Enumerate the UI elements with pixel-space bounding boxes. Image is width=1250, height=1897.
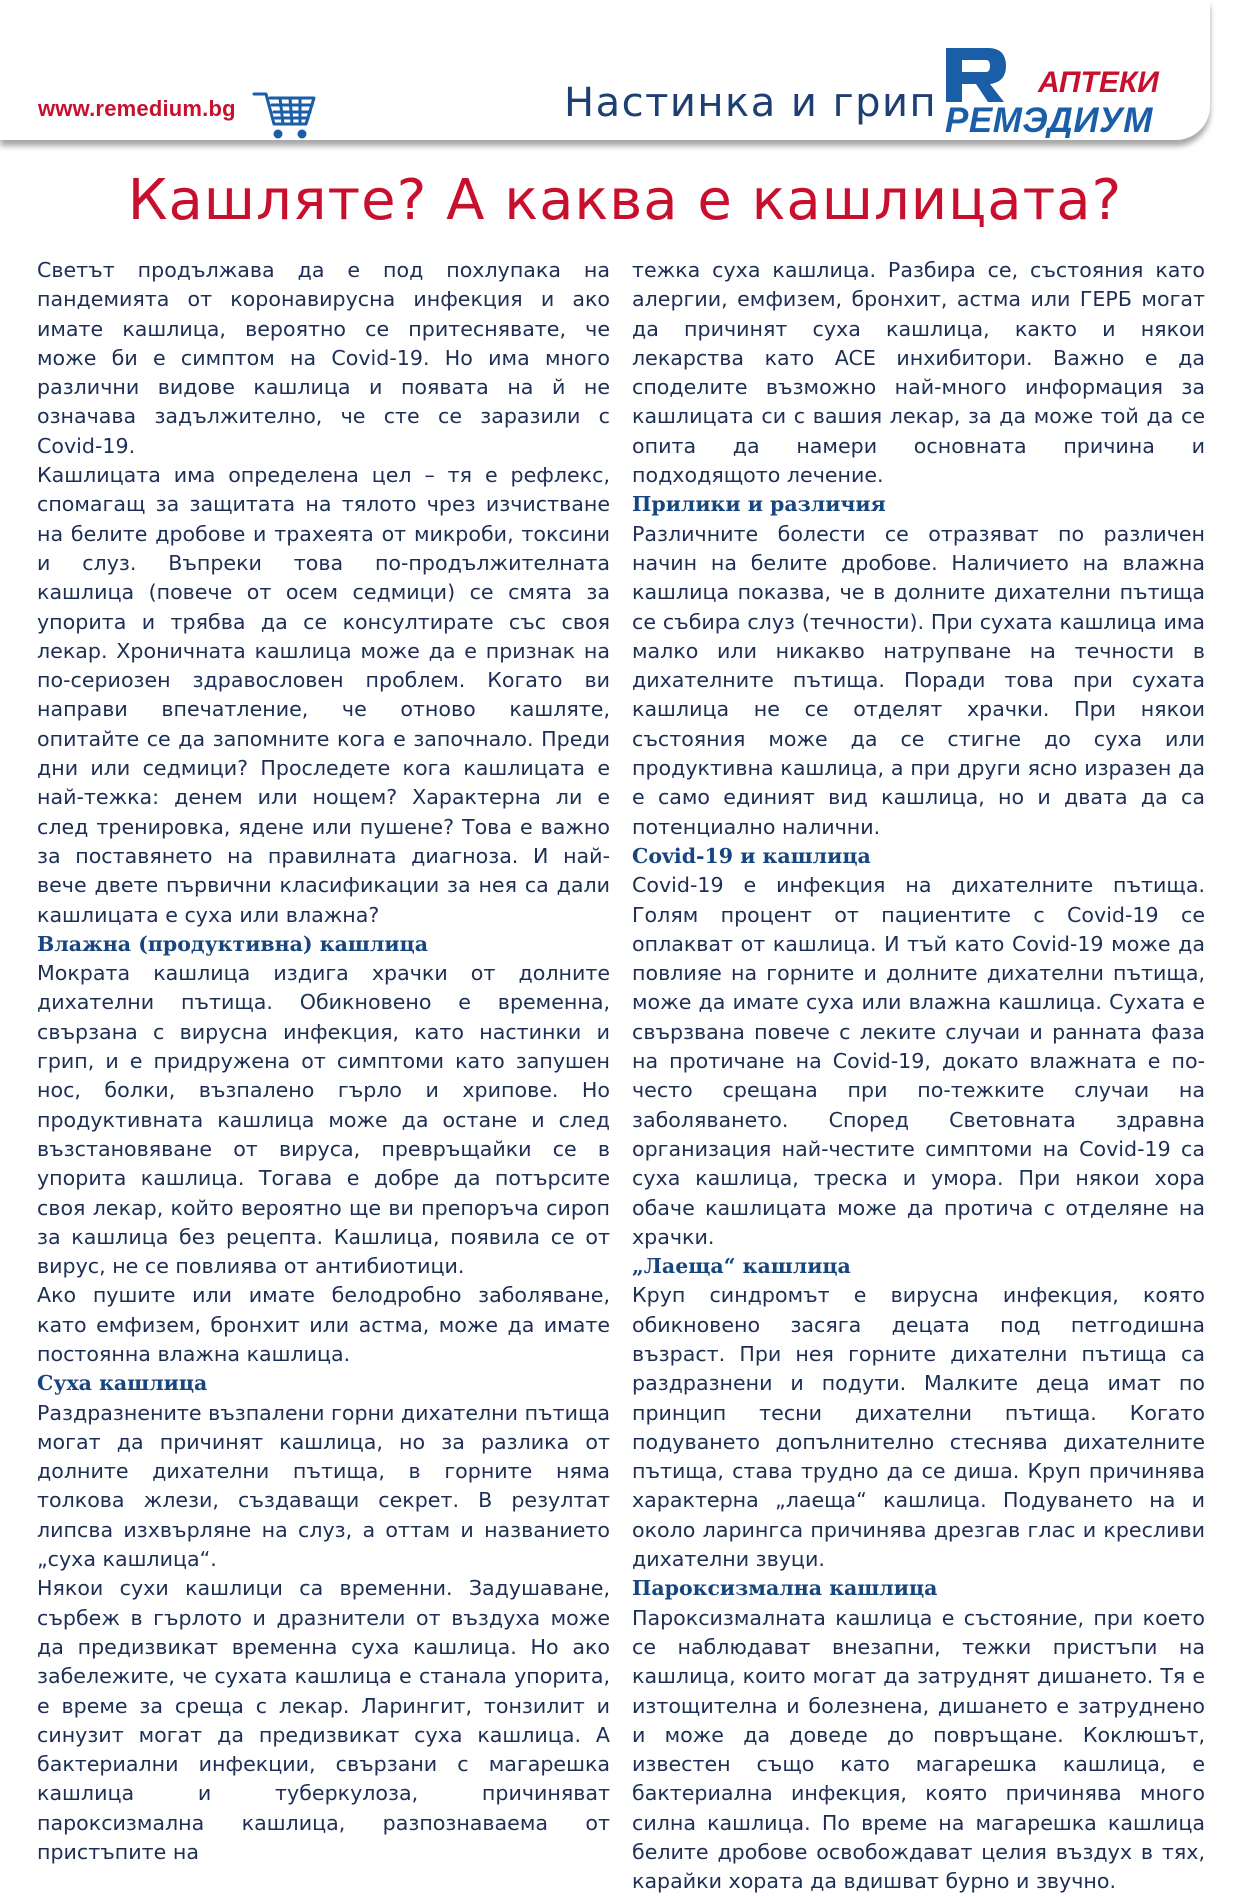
article-headline: Кашляте? А каква е кашлицата? (127, 168, 1123, 233)
paragraph: Круп синдромът е вирусна инфекция, която обикновено засяга децата под петгодишна възраст. При нея горните дихателни пътища са раздразнени и подути. Малките деца имат по принцип тесни дихателни пътища. Когато подуването допълнително стеснява дихателните пътища, става трудно да се диша. Круп причинява характерна „лаеща“ кашлица. Подуването на и около ларингса причинява дрезгав глас и кресливи дихателни звуци. (632, 1283, 1205, 1572)
section-heading: Влажна (продуктивна) кашлица (37, 931, 428, 956)
section-heading: Суха кашлица (37, 1371, 208, 1396)
paragraph: Пароксизмалната кашлица е състояние, при което се наблюдават внезапни, тежки пристъпи на кашлица, които могат да затруднят дишането. Тя е изтощителна и болезнена, дишането е затруднено и може да доведе до повръщане. Коклюшът, известен също като магарешка кашлица, е бактериална инфекция, която причинява много силна кашлица. По време на магарешка кашлица белите дробове освобождават целия въздух в тях, карайки хората да вдишват бурно и звучно. (632, 1605, 1205, 1894)
section-title: Настинка и грип (564, 80, 938, 126)
svg-text:РЕМЭДИУМ: РЕМЭДИУМ (945, 101, 1153, 138)
section-heading: Covid-19 и кашлица (632, 843, 871, 868)
article-column-right (632, 256, 1205, 1897)
remedium-logo[interactable] (944, 46, 1194, 138)
paragraph: тежка суха кашлица. Разбира се, състояния като алергии, емфизем, бронхит, астма или ГЕРБ могат да причинят суха кашлица, както и някои лекарства като ACE инхибитори. Важно е да споделите възможно най-много информация за кашлицата си с вашия лекар, за да може той да се опита да намери основната причина и подходящото лечение. (632, 258, 1205, 488)
paragraph: Раздразнените възпалени горни дихателни пътища могат да причинят кашлица, но за разлика от долните дихателни пътища, в горните няма толкова жлези, създаващи секрет. В резултат липсва изхвърляне на слуз, а оттам и названието „суха кашлица“. (37, 1400, 610, 1572)
article-column-left (37, 256, 610, 1867)
shopping-cart-icon[interactable] (252, 88, 318, 142)
section-heading: „Лаеща“ кашлица (632, 1254, 851, 1279)
section-heading: Пароксизмална кашлица (632, 1576, 938, 1601)
paragraph: Covid-19 е инфекция на дихателните пътища. Голям процент от пациентите с Covid-19 се оплакват от кашлица. И тъй като Covid-19 може да повлияе на горните и долните дихателни пътища, може да имате суха или влажна кашлица. Сухата е свързвана повече с леките случаи и ранната фаза на протичане на Covid-19, докато влажната е по-често срещана при по-тежките случаи на заболяването. Според Световната здравна организация най-честите симптоми на Covid-19 са суха кашлица, треска и умора. При някои хора обаче кашлицата може да протича с отделяне на храчки. (632, 873, 1205, 1249)
paragraph: Светът продължава да е под похлупака на пандемията от коронавирусна инфекция и ако имате кашлица, вероятно се притеснявате, че може би е симптом на Covid-19. Но има много различни видове кашлица и появата на й не означава задължително, че сте се заразили с Covid-19. (37, 258, 610, 458)
paragraph: Някои сухи кашлици са временни. Задушаване, сърбеж в гърлото и дразнители от въздуха може да предизвикат временна суха кашлица. Но ако забележите, че сухата кашлица е станала упорита, е време за среща с лекар. Ларингит, тонзилит и синузит могат да предизвикат суха кашлица. А бактериални инфекции, свързани с магарешка кашлица и туберкулоза, причиняват пароксизмална кашлица, разпознаваема от пристъпите на (37, 1576, 610, 1865)
paragraph: Мократа кашлица издига храчки от долните дихателни пътища. Обикновено е временна, свързана с вирусна инфекция, като настинки и грип, и е придружена от симптоми като запушен нос, болки, възпалено гърло и хрипове. Но продуктивната кашлица може да остане и след възстановяване от вируса, превръщайки се в упорита кашлица. Тогава е добре да потърсите своя лекар, който вероятно ще ви препоръча сироп за кашлица без рецепта. Кашлица, появила се от вирус, не се повлиява от антибиотици. (37, 961, 610, 1279)
paragraph: Ако пушите или имате белодробно заболяване, като емфизем, бронхит или астма, може да имате постоянна влажна кашлица. (37, 1283, 610, 1366)
website-url[interactable]: www.remedium.bg (38, 96, 236, 121)
paragraph: Различните болести се отразяват по различен начин на белите дробове. Наличието на влажна кашлица показва, че в долните дихателни пътища се събира слуз (течности). При сухата кашлица има малко или никакво натрупване на течности в дихателните пътища. Поради това при сухата кашлица не се отделят храчки. При някои състояния може да се стигне до суха или продуктивна кашлица, а при други ясно изразен да е само единият вид кашлица, но и двата да са потенциално налични. (632, 521, 1205, 839)
page-header (0, 0, 1210, 140)
svg-text:АПТЕКИ: АПТЕКИ (1038, 66, 1159, 99)
section-heading: Прилики и различия (632, 492, 886, 517)
paragraph: Кашлицата има определена цел – тя е рефлекс, спомагащ за защитата на тялото чрез изчистване на белите дробове и трахеята от микроби, токсини и слуз. Въпреки това по-продължителната кашлица (повече от осем седмици) се смята за упорита и трябва да се консултирате със своя лекар. Хроничната кашлица може да е признак на по-сериозен здравословен проблем. Когато ви направи впечатление, че отново кашляте, опитайте се да запомните кога е започнало. Преди дни или седмици? Проследете кога кашлицата е най-тежка: денем или нощем? Характерна ли е след тренировка, ядене или пушене? Това е важно за поставянето на правилната диагноза. И най-вече двете първични класификации за нея са дали кашлицата е суха или влажна? (37, 463, 610, 927)
